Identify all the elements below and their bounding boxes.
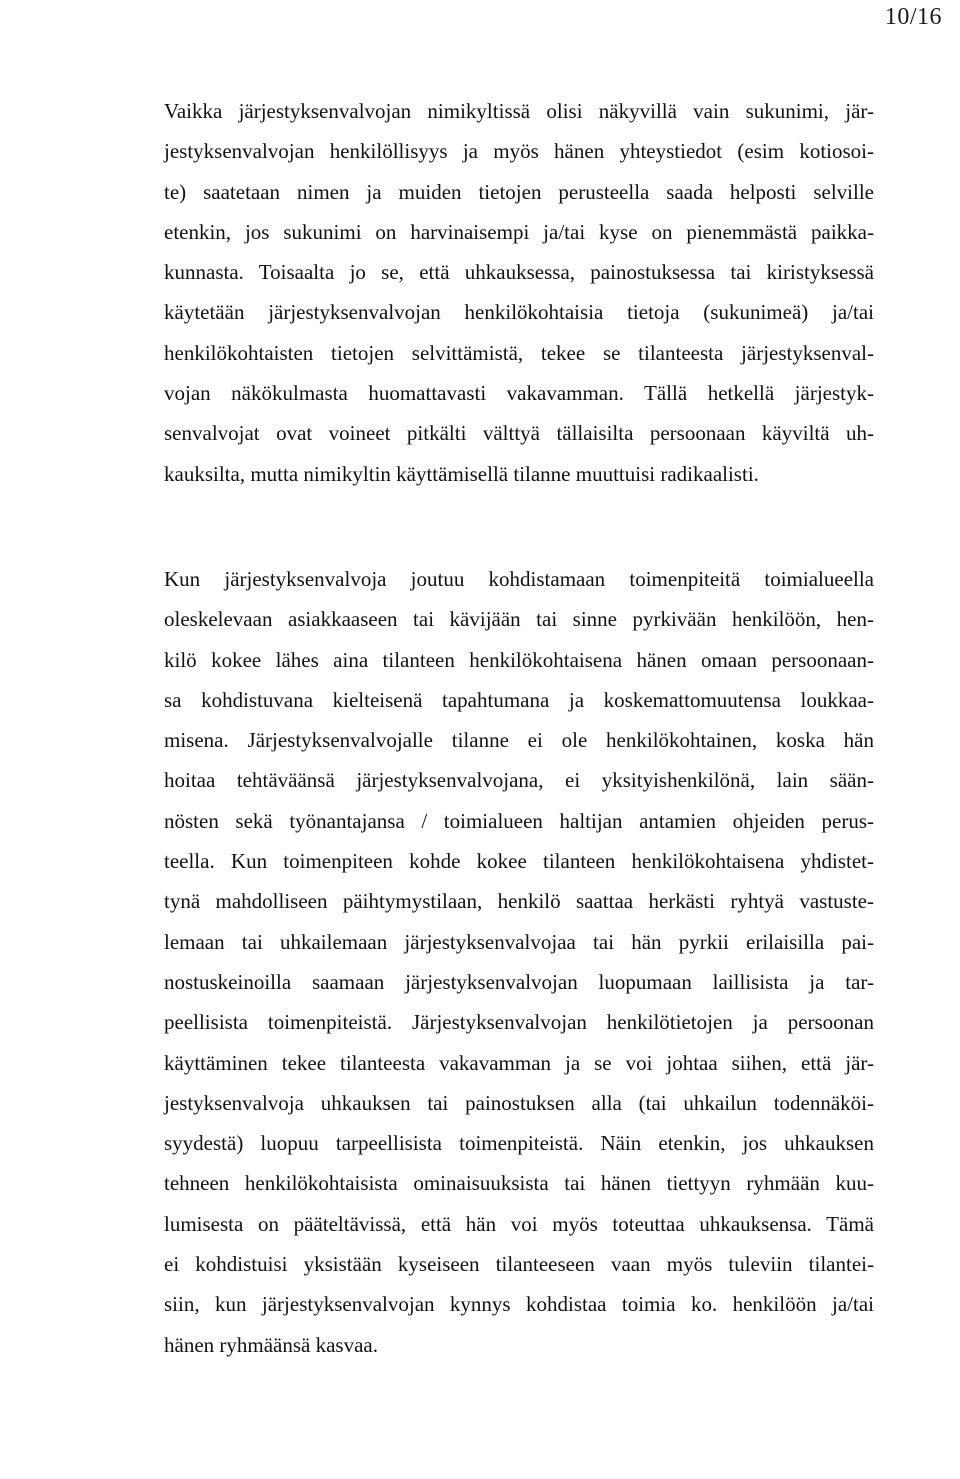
- text-line: sa kohdistuvana kielteisenä tapahtumana ja koskemattomuutensa loukkaa-: [164, 687, 874, 712]
- text-line: Kun järjestyksenvalvoja joutuu kohdistamaan toimenpiteitä toimialueella: [164, 567, 874, 591]
- text-line: etenkin, jos sukunimi on harvinaisempi ja/tai kyse on pienemmästä paikka-: [164, 219, 874, 244]
- text-line: ei kohdistuisi yksistään kyseiseen tilanteeseen vaan myös tuleviin tilantei-: [164, 1252, 874, 1277]
- text-line: senvalvojat ovat voineet pitkälti välttyä tällaisilta persoonaan käyviltä uh-: [164, 421, 874, 446]
- text-line: te) saatetaan nimen ja muiden tietojen perusteella saada helposti selville: [164, 179, 874, 204]
- text-line: vojan näkökulmasta huomattavasti vakavamman. Tällä hetkellä järjestyk-: [164, 381, 874, 406]
- text-line: jestyksenvalvoja uhkauksen tai painostuksen alla (tai uhkailun todennäköi-: [164, 1090, 874, 1115]
- page-number: 10/16: [884, 4, 942, 30]
- text-line: tynä mahdolliseen päihtymystilaan, henkilö saattaa herkästi ryhtyä vastuste-: [164, 889, 874, 914]
- text-line: tehneen henkilökohtaisista ominaisuuksista tai hänen tiettyyn ryhmään kuu-: [164, 1171, 874, 1196]
- text-line: siin, kun järjestyksenvalvojan kynnys kohdistaa toimia ko. henkilöön ja/tai: [164, 1292, 874, 1317]
- text-line: teella. Kun toimenpiteen kohde kokee tilanteen henkilökohtaisena yhdistet-: [164, 849, 874, 874]
- text-line: kunnasta. Toisaalta jo se, että uhkauksessa, painostuksessa tai kiristyksessä: [164, 260, 874, 285]
- text-line: Vaikka järjestyksenvalvojan nimikyltissä olisi näkyvillä vain sukunimi, jär-: [164, 99, 874, 123]
- text-line: käytetään järjestyksenvalvojan henkilökohtaisia tietoja (sukunimeä) ja/tai: [164, 300, 874, 325]
- text-line: oleskelevaan asiakkaaseen tai kävijään tai sinne pyrkivään henkilöön, hen-: [164, 607, 874, 632]
- text-line: misena. Järjestyksenvalvojalle tilanne ei ole henkilökohtainen, koska hän: [164, 728, 874, 753]
- text-line: syydestä) luopuu tarpeellisista toimenpiteistä. Näin etenkin, jos uhkauksen: [164, 1131, 874, 1156]
- text-line: nösten sekä työnantajansa / toimialueen haltijan antamien ohjeiden perus-: [164, 808, 874, 833]
- text-line: jestyksenvalvojan henkilöllisyys ja myös hänen yhteystiedot (esim kotiosoi-: [164, 139, 874, 164]
- text-line: hänen ryhmäänsä kasvaa.: [164, 1332, 378, 1357]
- text-line: peellisista toimenpiteistä. Järjestyksenvalvojan henkilötietojen ja persoonan: [164, 1010, 874, 1035]
- text-line: lemaan tai uhkailemaan järjestyksenvalvojaa tai hän pyrkii erilaisilla pai-: [164, 929, 874, 954]
- text-line: hoitaa tehtäväänsä järjestyksenvalvojana, ei yksityishenkilönä, lain sään-: [164, 768, 874, 793]
- text-line: nostuskeinoilla saamaan järjestyksenvalvojan luopumaan laillisista ja tar-: [164, 969, 874, 994]
- text-line: kauksilta, mutta nimikyltin käyttämisellä tilanne muuttuisi radikaalisti.: [164, 461, 759, 486]
- text-line: lumisesta on pääteltävissä, että hän voi myös toteuttaa uhkauksensa. Tämä: [164, 1211, 874, 1236]
- paragraph-2: [164, 559, 874, 1365]
- paragraph-1: [164, 91, 874, 494]
- text-line: kilö kokee lähes aina tilanteen henkilökohtaisena hänen omaan persoonaan-: [164, 647, 874, 672]
- text-line: henkilökohtaisten tietojen selvittämistä, tekee se tilanteesta järjestyksenval-: [164, 340, 874, 365]
- text-line: käyttäminen tekee tilanteesta vakavamman ja se voi johtaa siihen, että jär-: [164, 1050, 874, 1075]
